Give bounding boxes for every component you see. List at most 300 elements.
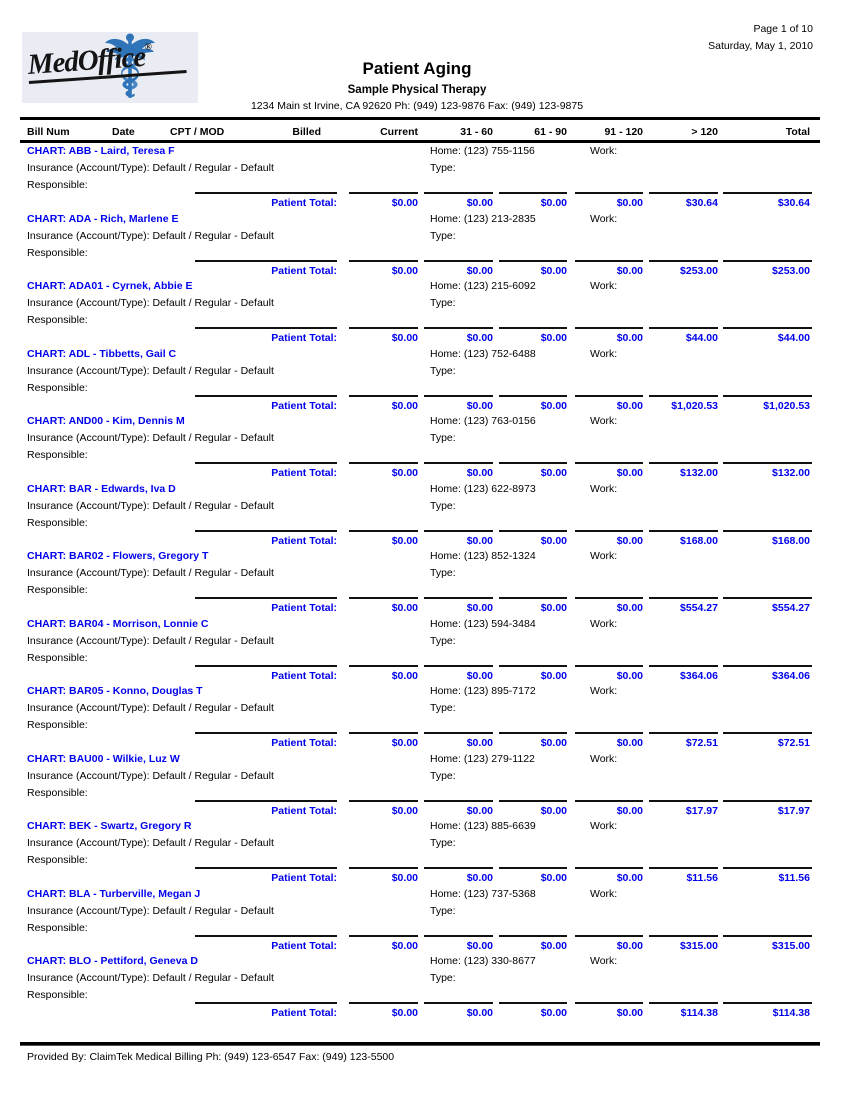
total-rule-a — [424, 800, 493, 802]
patient-total-label: Patient Total: — [271, 399, 337, 412]
work-label: Work: — [590, 887, 618, 900]
patient-block — [0, 349, 850, 417]
responsible-label: Responsible: — [27, 786, 88, 799]
total-rule-billed — [195, 800, 337, 802]
home-phone: (123) 330-8677 — [463, 955, 536, 967]
total-rule-c — [575, 732, 643, 734]
home-line — [430, 888, 536, 900]
total-rule-total — [723, 192, 812, 194]
amount-91-120: $0.00 — [616, 332, 643, 344]
patient-block — [0, 146, 850, 214]
home-label: Home: — [430, 415, 461, 427]
amount-61-90: $0.00 — [540, 872, 567, 884]
work-label: Work: — [590, 280, 618, 292]
home-line — [430, 753, 535, 765]
amount-over-120: $11.56 — [686, 872, 718, 884]
report-date: Saturday, May 1, 2010 — [708, 40, 813, 52]
work-label: Work: — [590, 212, 618, 225]
total-rule-a — [424, 462, 493, 464]
total-rule-billed — [195, 530, 337, 532]
total-rule-c — [575, 395, 643, 397]
amount-91-120: $0.00 — [616, 264, 643, 277]
home-label: Home: — [430, 887, 461, 900]
total-rule-current — [349, 462, 418, 464]
responsible-label: Responsible: — [27, 854, 88, 866]
home-label: Home: — [430, 145, 461, 157]
amount-91-120: $0.00 — [616, 534, 643, 547]
responsible-label: Responsible: — [27, 921, 88, 934]
logo-brand-text: MedOffice — [26, 40, 147, 82]
home-label: Home: — [430, 617, 461, 630]
patient-chart: CHART: BAR - Edwards, Iva D — [27, 482, 176, 495]
total-rule-total — [723, 665, 812, 667]
amount-91-120: $0.00 — [616, 872, 643, 884]
home-label: Home: — [430, 820, 461, 832]
total-rule-current — [349, 530, 418, 532]
page-meta — [708, 21, 813, 55]
total-rule-billed — [195, 395, 337, 397]
insurance-line: Insurance (Account/Type): Default / Regular - Default — [27, 567, 274, 579]
total-rule-billed — [195, 665, 337, 667]
patient-chart: CHART: BAR04 - Morrison, Lonnie C — [27, 617, 209, 630]
home-phone: (123) 895-7172 — [463, 685, 536, 697]
total-rule-b — [499, 192, 567, 194]
responsible-label: Responsible: — [27, 516, 88, 529]
type-label: Type: — [430, 904, 456, 917]
registered-mark: ® — [144, 41, 153, 53]
total-rule-total — [723, 732, 812, 734]
amount-over-120: $114.38 — [680, 1007, 718, 1019]
total-rule-d — [649, 665, 718, 667]
amount-current: $0.00 — [391, 669, 418, 682]
type-label: Type: — [430, 432, 456, 444]
patient-block — [0, 821, 850, 889]
home-label: Home: — [430, 550, 461, 562]
amount-current: $0.00 — [391, 602, 418, 614]
type-label: Type: — [430, 972, 456, 984]
patient-total-label: Patient Total: — [271, 332, 337, 344]
total-rule-b — [499, 327, 567, 329]
responsible-label: Responsible: — [27, 651, 88, 664]
total-rule-billed — [195, 192, 337, 194]
total-rule-c — [575, 260, 643, 262]
work-label: Work: — [590, 145, 618, 157]
responsible-label: Responsible: — [27, 989, 88, 1001]
total-rule-b — [499, 395, 567, 397]
column-header-bill-num: Bill Num — [27, 126, 70, 138]
work-label: Work: — [590, 415, 618, 427]
amount-total: $11.56 — [778, 872, 810, 884]
column-header-date: Date — [112, 126, 135, 138]
total-rule-a — [424, 395, 493, 397]
home-phone: (123) 852-1324 — [463, 550, 536, 562]
amount-91-120: $0.00 — [616, 804, 643, 817]
amount-61-90: $0.00 — [540, 467, 567, 479]
amount-61-90: $0.00 — [540, 264, 567, 277]
home-line — [430, 685, 536, 697]
home-line — [430, 820, 536, 832]
total-rule-c — [575, 327, 643, 329]
total-rule-b — [499, 935, 567, 937]
patient-block — [0, 484, 850, 552]
total-rule-total — [723, 867, 812, 869]
home-phone: (123) 213-2835 — [463, 212, 536, 225]
amount-total: $315.00 — [772, 939, 810, 952]
home-label: Home: — [430, 685, 461, 697]
patient-total-label: Patient Total: — [271, 534, 337, 547]
home-phone: (123) 763-0156 — [463, 415, 536, 427]
page-indicator: Page 1 of 10 — [753, 23, 813, 35]
total-rule-current — [349, 732, 418, 734]
patient-total-label: Patient Total: — [271, 872, 337, 884]
amount-61-90: $0.00 — [540, 534, 567, 547]
type-label: Type: — [430, 229, 456, 242]
amount-61-90: $0.00 — [540, 399, 567, 412]
total-rule-a — [424, 530, 493, 532]
patient-block — [0, 214, 850, 282]
amount-61-90: $0.00 — [540, 332, 567, 344]
home-line — [430, 280, 536, 292]
column-header-over-120: > 120 — [691, 126, 718, 138]
total-rule-b — [499, 732, 567, 734]
total-rule-c — [575, 800, 643, 802]
patient-total-label: Patient Total: — [271, 467, 337, 479]
patient-chart: CHART: ADA - Rich, Marlene E — [27, 212, 179, 225]
practice-address: 1234 Main st Irvine, CA 92620 Ph: (949) 123-9876 Fax: (949) 123-9875 — [250, 100, 584, 112]
patient-list — [0, 146, 850, 1024]
amount-31-60: $0.00 — [466, 332, 493, 344]
amount-91-120: $0.00 — [616, 197, 643, 209]
total-rule-total — [723, 260, 812, 262]
amount-total: $44.00 — [777, 332, 810, 344]
amount-31-60: $0.00 — [466, 737, 493, 749]
amount-over-120: $364.06 — [680, 669, 718, 682]
total-rule-c — [575, 192, 643, 194]
amount-31-60: $0.00 — [466, 534, 493, 547]
total-rule-current — [349, 665, 418, 667]
total-rule-a — [424, 935, 493, 937]
home-phone: (123) 755-1156 — [463, 145, 535, 157]
amount-31-60: $0.00 — [466, 264, 493, 277]
total-rule-b — [499, 1002, 567, 1004]
total-rule-a — [424, 260, 493, 262]
amount-current: $0.00 — [391, 872, 418, 884]
responsible-label: Responsible: — [27, 449, 88, 461]
patient-total-label: Patient Total: — [271, 737, 337, 749]
home-phone: (123) 622-8973 — [463, 482, 536, 495]
amount-61-90: $0.00 — [540, 602, 567, 614]
patient-block — [0, 889, 850, 957]
total-rule-a — [424, 732, 493, 734]
amount-over-120: $253.00 — [680, 264, 718, 277]
home-line — [430, 618, 536, 630]
total-rule-current — [349, 192, 418, 194]
total-rule-billed — [195, 935, 337, 937]
insurance-line: Insurance (Account/Type): Default / Regular - Default — [27, 432, 274, 444]
home-phone: (123) 594-3484 — [463, 617, 536, 630]
header-bottom-rule — [20, 140, 820, 143]
amount-over-120: $168.00 — [680, 534, 718, 547]
type-label: Type: — [430, 837, 456, 849]
total-rule-billed — [195, 260, 337, 262]
amount-31-60: $0.00 — [466, 804, 493, 817]
total-rule-a — [424, 665, 493, 667]
column-header-cpt-mod: CPT / MOD — [170, 126, 225, 138]
home-phone: (123) 752-6488 — [463, 347, 536, 360]
home-phone: (123) 215-6092 — [463, 280, 536, 292]
work-label: Work: — [590, 482, 618, 495]
amount-over-120: $132.00 — [680, 467, 718, 479]
responsible-label: Responsible: — [27, 314, 88, 326]
insurance-line: Insurance (Account/Type): Default / Regular - Default — [27, 702, 274, 714]
total-rule-total — [723, 597, 812, 599]
total-rule-total — [723, 462, 812, 464]
home-line — [430, 955, 536, 967]
insurance-line: Insurance (Account/Type): Default / Regular - Default — [27, 364, 274, 377]
amount-over-120: $30.64 — [685, 197, 718, 209]
insurance-line: Insurance (Account/Type): Default / Regular - Default — [27, 499, 274, 512]
total-rule-d — [649, 935, 718, 937]
home-label: Home: — [430, 482, 461, 495]
home-label: Home: — [430, 955, 461, 967]
insurance-line: Insurance (Account/Type): Default / Regular - Default — [27, 904, 274, 917]
patient-chart: CHART: BAR02 - Flowers, Gregory T — [27, 550, 209, 562]
total-rule-c — [575, 867, 643, 869]
patient-block — [0, 754, 850, 822]
work-label: Work: — [590, 752, 618, 765]
insurance-line: Insurance (Account/Type): Default / Regular - Default — [27, 769, 274, 782]
amount-91-120: $0.00 — [616, 939, 643, 952]
amount-total: $1,020.53 — [763, 399, 810, 412]
patient-chart: CHART: BAR05 - Konno, Douglas T — [27, 685, 203, 697]
home-line — [430, 483, 536, 495]
amount-31-60: $0.00 — [466, 602, 493, 614]
amount-31-60: $0.00 — [466, 197, 493, 209]
amount-current: $0.00 — [391, 737, 418, 749]
amount-91-120: $0.00 — [616, 737, 643, 749]
amount-31-60: $0.00 — [466, 872, 493, 884]
home-line — [430, 550, 536, 562]
total-rule-total — [723, 800, 812, 802]
amount-31-60: $0.00 — [466, 669, 493, 682]
total-rule-b — [499, 665, 567, 667]
work-label: Work: — [590, 820, 618, 832]
column-header-61-90: 61 - 90 — [534, 126, 567, 138]
amount-61-90: $0.00 — [540, 669, 567, 682]
home-line — [430, 348, 536, 360]
patient-total-label: Patient Total: — [271, 939, 337, 952]
amount-total: $364.06 — [772, 669, 810, 682]
amount-total: $30.64 — [777, 197, 810, 209]
work-label: Work: — [590, 617, 618, 630]
amount-current: $0.00 — [391, 534, 418, 547]
total-rule-d — [649, 867, 718, 869]
amount-31-60: $0.00 — [466, 939, 493, 952]
total-rule-billed — [195, 462, 337, 464]
total-rule-a — [424, 327, 493, 329]
patient-block — [0, 551, 850, 619]
total-rule-c — [575, 530, 643, 532]
responsible-label: Responsible: — [27, 381, 88, 394]
amount-total: $114.38 — [772, 1007, 810, 1019]
column-header-91-120: 91 - 120 — [604, 126, 643, 138]
amount-over-120: $554.27 — [680, 602, 718, 614]
patient-chart: CHART: BLO - Pettiford, Geneva D — [27, 955, 198, 967]
patient-total-label: Patient Total: — [271, 669, 337, 682]
total-rule-d — [649, 395, 718, 397]
total-rule-c — [575, 1002, 643, 1004]
patient-block — [0, 416, 850, 484]
amount-61-90: $0.00 — [540, 1007, 567, 1019]
amount-total: $132.00 — [772, 467, 810, 479]
total-rule-billed — [195, 597, 337, 599]
patient-chart: CHART: ADL - Tibbetts, Gail C — [27, 347, 177, 360]
total-rule-d — [649, 462, 718, 464]
home-line — [430, 145, 535, 157]
column-header-total: Total — [785, 126, 810, 138]
total-rule-d — [649, 1002, 718, 1004]
total-rule-current — [349, 260, 418, 262]
total-rule-current — [349, 1002, 418, 1004]
type-label: Type: — [430, 499, 456, 512]
type-label: Type: — [430, 364, 456, 377]
total-rule-b — [499, 260, 567, 262]
responsible-label: Responsible: — [27, 179, 88, 191]
home-line — [430, 213, 536, 225]
footer-rule — [20, 1042, 820, 1046]
amount-61-90: $0.00 — [540, 197, 567, 209]
footer-text: Provided By: ClaimTek Medical Billing Ph: (949) 123-6547 Fax: (949) 123-5500 — [27, 1051, 395, 1063]
amount-61-90: $0.00 — [540, 804, 567, 817]
work-label: Work: — [590, 347, 618, 360]
total-rule-billed — [195, 867, 337, 869]
total-rule-billed — [195, 732, 337, 734]
patient-block — [0, 956, 850, 1024]
total-rule-d — [649, 597, 718, 599]
patient-chart: CHART: BLA - Turberville, Megan J — [27, 887, 201, 900]
responsible-label: Responsible: — [27, 584, 88, 596]
insurance-line: Insurance (Account/Type): Default / Regular - Default — [27, 837, 274, 849]
report-title: Patient Aging — [362, 59, 472, 78]
amount-91-120: $0.00 — [616, 399, 643, 412]
amount-current: $0.00 — [391, 399, 418, 412]
home-phone: (123) 885-6639 — [463, 820, 536, 832]
amount-31-60: $0.00 — [466, 1007, 493, 1019]
total-rule-billed — [195, 1002, 337, 1004]
home-phone: (123) 279-1122 — [463, 752, 535, 765]
amount-total: $17.97 — [777, 804, 810, 817]
amount-current: $0.00 — [391, 804, 418, 817]
total-rule-current — [349, 867, 418, 869]
amount-61-90: $0.00 — [540, 939, 567, 952]
amount-91-120: $0.00 — [616, 602, 643, 614]
insurance-line: Insurance (Account/Type): Default / Regular - Default — [27, 162, 274, 174]
amount-current: $0.00 — [391, 332, 418, 344]
patient-chart: CHART: ADA01 - Cyrnek, Abbie E — [27, 280, 193, 292]
total-rule-current — [349, 597, 418, 599]
total-rule-total — [723, 530, 812, 532]
practice-name: Sample Physical Therapy — [347, 84, 487, 96]
amount-total: $168.00 — [772, 534, 810, 547]
patient-chart: CHART: BAU00 - Wilkie, Luz W — [27, 752, 180, 765]
amount-91-120: $0.00 — [616, 1007, 643, 1019]
total-rule-d — [649, 192, 718, 194]
patient-chart: CHART: ABB - Laird, Teresa F — [27, 145, 175, 157]
type-label: Type: — [430, 162, 456, 174]
total-rule-c — [575, 665, 643, 667]
total-rule-total — [723, 1002, 812, 1004]
amount-current: $0.00 — [391, 197, 418, 209]
patient-total-label: Patient Total: — [271, 197, 337, 209]
total-rule-a — [424, 597, 493, 599]
total-rule-d — [649, 260, 718, 262]
amount-over-120: $1,020.53 — [671, 399, 718, 412]
amount-total: $72.51 — [777, 737, 810, 749]
total-rule-a — [424, 867, 493, 869]
patient-chart: CHART: BEK - Swartz, Gregory R — [27, 820, 192, 832]
patient-chart: CHART: AND00 - Kim, Dennis M — [27, 415, 185, 427]
amount-total: $253.00 — [772, 264, 810, 277]
patient-block — [0, 619, 850, 687]
insurance-line: Insurance (Account/Type): Default / Regular - Default — [27, 297, 274, 309]
responsible-label: Responsible: — [27, 246, 88, 259]
patient-total-label: Patient Total: — [271, 804, 337, 817]
home-line — [430, 415, 536, 427]
type-label: Type: — [430, 567, 456, 579]
total-rule-total — [723, 327, 812, 329]
home-label: Home: — [430, 347, 461, 360]
total-rule-b — [499, 462, 567, 464]
type-label: Type: — [430, 769, 456, 782]
column-header-billed: Billed — [292, 126, 321, 138]
amount-current: $0.00 — [391, 264, 418, 277]
total-rule-billed — [195, 327, 337, 329]
amount-31-60: $0.00 — [466, 467, 493, 479]
patient-total-label: Patient Total: — [271, 602, 337, 614]
responsible-label: Responsible: — [27, 719, 88, 731]
work-label: Work: — [590, 685, 618, 697]
home-label: Home: — [430, 212, 461, 225]
total-rule-current — [349, 395, 418, 397]
home-label: Home: — [430, 280, 461, 292]
type-label: Type: — [430, 634, 456, 647]
amount-over-120: $72.51 — [685, 737, 718, 749]
total-rule-c — [575, 597, 643, 599]
amount-over-120: $44.00 — [685, 332, 718, 344]
amount-current: $0.00 — [391, 1007, 418, 1019]
insurance-line: Insurance (Account/Type): Default / Regular - Default — [27, 972, 274, 984]
insurance-line: Insurance (Account/Type): Default / Regular - Default — [27, 634, 274, 647]
patient-total-label: Patient Total: — [271, 1007, 337, 1019]
total-rule-c — [575, 935, 643, 937]
amount-31-60: $0.00 — [466, 399, 493, 412]
total-rule-b — [499, 867, 567, 869]
patient-block — [0, 281, 850, 349]
total-rule-total — [723, 935, 812, 937]
total-rule-d — [649, 800, 718, 802]
patient-total-label: Patient Total: — [271, 264, 337, 277]
home-label: Home: — [430, 752, 461, 765]
total-rule-current — [349, 327, 418, 329]
table-column-headers — [0, 126, 850, 140]
amount-91-120: $0.00 — [616, 669, 643, 682]
column-header-current: Current — [380, 126, 418, 138]
amount-current: $0.00 — [391, 939, 418, 952]
total-rule-d — [649, 530, 718, 532]
total-rule-d — [649, 732, 718, 734]
amount-91-120: $0.00 — [616, 467, 643, 479]
type-label: Type: — [430, 702, 456, 714]
